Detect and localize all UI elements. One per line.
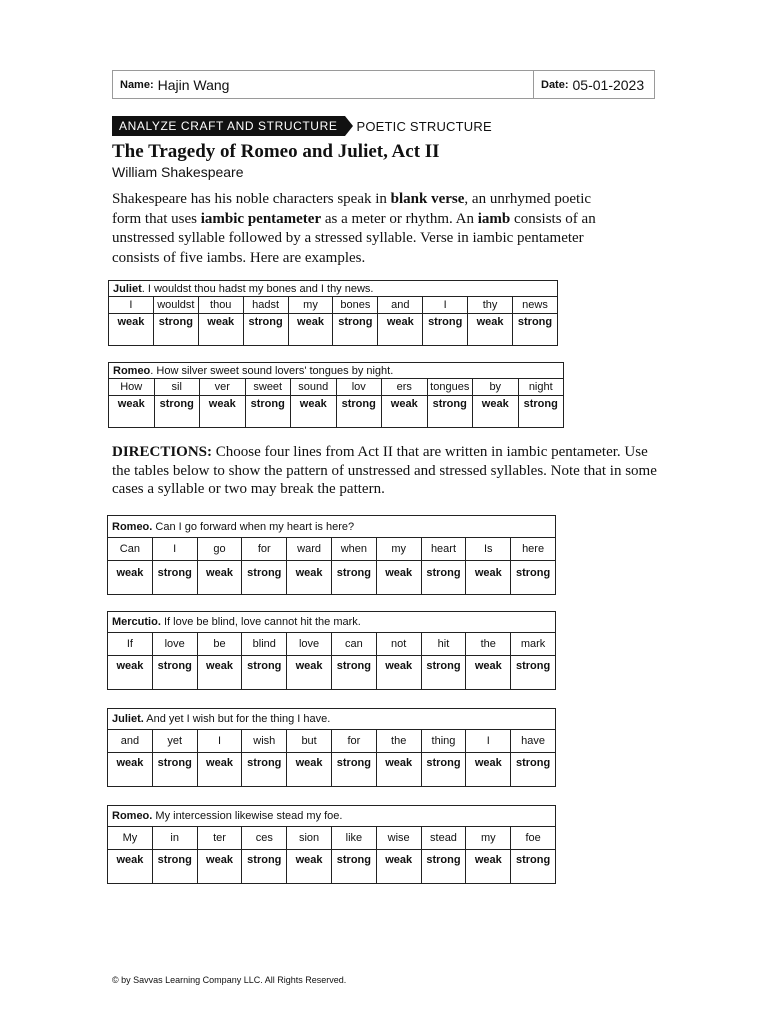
directions-text: Choose four lines from Act II that are written in iambic pentameter. Use the tables below to show the pattern of unstressed and stressed syllables. Note that in some cases a syllable or two may break the pattern. [112, 444, 657, 497]
stress-cell[interactable]: weak [108, 850, 153, 884]
syllable-cell: thou [198, 297, 243, 314]
syllable-cell[interactable]: not [376, 633, 421, 656]
syllable-cell[interactable]: foe [511, 827, 556, 850]
stress-cell: strong [336, 396, 382, 428]
syllable-cell: ver [200, 379, 246, 396]
syllable-cell: my [288, 297, 333, 314]
stress-cell[interactable]: weak [376, 561, 421, 595]
syllable-cell[interactable]: love [287, 633, 332, 656]
stress-cell: weak [198, 314, 243, 346]
stress-cell: strong [423, 314, 468, 346]
stress-cell[interactable]: weak [376, 850, 421, 884]
syllable-cell[interactable]: hit [421, 633, 466, 656]
stress-cell: weak [288, 314, 333, 346]
stress-cell[interactable]: strong [152, 561, 197, 595]
response-table-4 [107, 805, 556, 884]
name-value[interactable]: Hajin Wang [157, 76, 230, 93]
stress-cell[interactable]: strong [331, 656, 376, 690]
syllable-cell[interactable]: can [331, 633, 376, 656]
syllable-cell: I [423, 297, 468, 314]
stress-cell: strong [513, 314, 558, 346]
syllable-cell[interactable]: for [331, 730, 376, 753]
stress-cell: strong [243, 314, 288, 346]
stress-cell: weak [109, 314, 154, 346]
stress-cell[interactable]: weak [197, 753, 242, 787]
page-title: The Tragedy of Romeo and Juliet, Act II [112, 141, 440, 162]
stress-cell[interactable]: weak [197, 850, 242, 884]
syllable-cell[interactable]: thing [421, 730, 466, 753]
speaker-name: Mercutio. [112, 616, 161, 628]
name-cell [113, 71, 534, 98]
speaker-name: Romeo [113, 364, 151, 377]
syllable-cell[interactable]: If [108, 633, 153, 656]
directions-label: DIRECTIONS: [112, 444, 213, 460]
stress-row [108, 850, 556, 884]
syllable-cell[interactable]: my [376, 538, 421, 561]
syllable-row [108, 827, 556, 850]
intro-term-iambic-pentameter: iambic pentameter [200, 210, 322, 227]
syllable-cell[interactable]: the [466, 633, 511, 656]
syllable-cell: and [378, 297, 423, 314]
syllable-row [108, 730, 556, 753]
stress-row [108, 561, 556, 595]
syllable-cell: news [513, 297, 558, 314]
syllable-cell[interactable]: I [152, 538, 197, 561]
syllable-row [108, 538, 556, 561]
line-text[interactable]: Can I go forward when my heart is here? [152, 520, 355, 533]
syllable-cell[interactable]: for [242, 538, 287, 561]
intro-text-1: Shakespeare has his noble characters speak in [112, 191, 391, 207]
author: William Shakespeare [112, 164, 244, 180]
intro-term-iamb: iamb [477, 210, 511, 227]
intro-text-4: consists of an unstressed syllable followed by a stressed syllable. Verse in iambic pentameter consists of five iambs. Here are examples. [112, 210, 596, 266]
line-text[interactable]: And yet I wish but for the thing I have. [143, 713, 331, 725]
stress-cell[interactable]: weak [287, 656, 332, 690]
speaker-name: Romeo. [112, 810, 153, 822]
stress-cell[interactable]: weak [466, 656, 511, 690]
syllable-cell: sweet [245, 379, 291, 396]
stress-cell[interactable]: strong [331, 850, 376, 884]
stress-cell[interactable]: strong [511, 656, 556, 690]
stress-cell: weak [109, 396, 155, 428]
syllable-cell[interactable]: sion [287, 827, 332, 850]
stress-cell[interactable]: weak [376, 656, 421, 690]
syllable-cell: night [518, 379, 564, 396]
stress-cell: strong [518, 396, 564, 428]
syllable-cell[interactable]: be [197, 633, 242, 656]
stress-cell[interactable]: strong [152, 850, 197, 884]
syllable-cell[interactable]: the [376, 730, 421, 753]
syllable-cell: wouldst [153, 297, 198, 314]
speaker-name: Juliet [113, 282, 142, 295]
syllable-cell[interactable]: stead [421, 827, 466, 850]
line-text: . How silver sweet sound lovers' tongues by night. [150, 364, 394, 377]
syllable-row [109, 379, 564, 396]
syllable-cell: sil [154, 379, 200, 396]
stress-cell[interactable]: weak [376, 753, 421, 787]
stress-cell[interactable]: weak [466, 753, 511, 787]
intro-text-2: , an unrhymed poetic form that uses [112, 191, 592, 227]
stress-cell[interactable]: strong [421, 850, 466, 884]
syllable-cell[interactable]: My [108, 827, 153, 850]
stress-cell[interactable]: strong [242, 753, 287, 787]
banner-sublabel: POETIC STRUCTURE [356, 118, 492, 134]
date-cell [534, 71, 644, 98]
stress-cell: weak [378, 314, 423, 346]
stress-cell: weak [473, 396, 519, 428]
syllable-cell[interactable]: but [287, 730, 332, 753]
stress-cell[interactable]: weak [197, 656, 242, 690]
stress-cell[interactable]: strong [242, 850, 287, 884]
name-label: Name: [120, 78, 154, 91]
directions-paragraph [112, 443, 660, 499]
syllable-cell[interactable]: wise [376, 827, 421, 850]
stress-cell[interactable]: weak [287, 753, 332, 787]
syllable-cell[interactable]: love [152, 633, 197, 656]
stress-cell[interactable]: strong [511, 561, 556, 595]
stress-cell[interactable]: strong [152, 656, 197, 690]
stress-cell: strong [154, 396, 200, 428]
syllable-cell[interactable]: I [466, 730, 511, 753]
stress-cell[interactable]: weak [108, 656, 153, 690]
stress-cell[interactable]: weak [287, 850, 332, 884]
stress-cell[interactable]: strong [242, 561, 287, 595]
stress-cell[interactable]: strong [331, 561, 376, 595]
syllable-cell[interactable]: mark [511, 633, 556, 656]
stress-cell[interactable]: strong [511, 850, 556, 884]
line-text[interactable]: My intercession likewise stead my foe. [152, 810, 343, 822]
example-table-1 [108, 280, 558, 346]
example-table-2 [108, 362, 564, 428]
syllable-cell[interactable]: and [108, 730, 153, 753]
line-text: . I wouldst thou hadst my bones and I thy news. [141, 282, 374, 295]
syllable-cell[interactable]: ter [197, 827, 242, 850]
syllable-cell: How [109, 379, 155, 396]
response-table-3 [107, 708, 556, 787]
stress-cell[interactable]: strong [421, 753, 466, 787]
stress-cell: weak [291, 396, 337, 428]
stress-row [109, 314, 558, 346]
syllable-cell[interactable]: my [466, 827, 511, 850]
stress-cell[interactable]: strong [152, 753, 197, 787]
syllable-cell[interactable]: blind [242, 633, 287, 656]
section-banner [112, 116, 492, 136]
stress-cell: weak [468, 314, 513, 346]
syllable-cell[interactable]: in [152, 827, 197, 850]
response-table-2 [107, 611, 556, 690]
stress-cell: weak [382, 396, 428, 428]
stress-cell: weak [200, 396, 246, 428]
syllable-cell[interactable]: Is [466, 538, 511, 561]
syllable-cell[interactable]: Can [108, 538, 153, 561]
intro-text-3: as a meter or rhythm. An [321, 210, 478, 227]
line-text[interactable]: If love be blind, love cannot hit the mark. [160, 616, 361, 628]
stress-cell[interactable]: weak [197, 561, 242, 595]
stress-cell: strong [427, 396, 473, 428]
stress-row [108, 656, 556, 690]
stress-cell[interactable]: strong [511, 753, 556, 787]
response-table-1 [107, 515, 556, 595]
stress-cell[interactable]: strong [331, 753, 376, 787]
syllable-cell[interactable]: have [511, 730, 556, 753]
name-date-box [112, 70, 655, 99]
syllable-cell: sound [291, 379, 337, 396]
response-line-header [108, 516, 556, 538]
banner-arrow-icon [345, 116, 353, 136]
stress-cell[interactable]: weak [108, 753, 153, 787]
stress-cell[interactable]: weak [108, 561, 153, 595]
stress-row [109, 396, 564, 428]
intro-term-blank-verse: blank verse [390, 191, 465, 207]
syllable-cell[interactable]: ward [287, 538, 332, 561]
date-label: Date: [541, 78, 569, 91]
stress-cell[interactable]: strong [242, 656, 287, 690]
syllable-cell[interactable]: ces [242, 827, 287, 850]
speaker-name: Romeo. [112, 520, 153, 533]
syllable-cell[interactable]: heart [421, 538, 466, 561]
syllable-cell: thy [468, 297, 513, 314]
stress-cell[interactable]: strong [421, 656, 466, 690]
syllable-cell[interactable]: here [511, 538, 556, 561]
syllable-row [109, 297, 558, 314]
copyright-footer: © by Savvas Learning Company LLC. All Rights Reserved. [112, 975, 347, 985]
intro-paragraph [112, 190, 602, 268]
syllable-cell: lov [336, 379, 382, 396]
stress-cell: strong [153, 314, 198, 346]
syllable-cell[interactable]: like [331, 827, 376, 850]
syllable-cell: bones [333, 297, 378, 314]
response-line-header [108, 612, 556, 633]
example-line-header [109, 281, 558, 297]
stress-cell[interactable]: weak [466, 561, 511, 595]
syllable-cell: by [473, 379, 519, 396]
syllable-cell: tongues [427, 379, 473, 396]
syllable-cell[interactable]: I [197, 730, 242, 753]
syllable-cell[interactable]: yet [152, 730, 197, 753]
response-line-header [108, 806, 556, 827]
syllable-cell: ers [382, 379, 428, 396]
stress-cell[interactable]: weak [287, 561, 332, 595]
stress-cell[interactable]: weak [466, 850, 511, 884]
speaker-name: Juliet. [112, 713, 144, 725]
date-value[interactable]: 05-01-2023 [572, 76, 645, 93]
syllable-cell[interactable]: when [331, 538, 376, 561]
syllable-row [108, 633, 556, 656]
syllable-cell[interactable]: wish [242, 730, 287, 753]
stress-cell: strong [333, 314, 378, 346]
syllable-cell: hadst [243, 297, 288, 314]
example-line-header [109, 363, 564, 379]
syllable-cell: I [109, 297, 154, 314]
stress-row [108, 753, 556, 787]
syllable-cell[interactable]: go [197, 538, 242, 561]
banner-label: ANALYZE CRAFT AND STRUCTURE [112, 116, 345, 136]
stress-cell: strong [245, 396, 291, 428]
stress-cell[interactable]: strong [421, 561, 466, 595]
response-line-header [108, 709, 556, 730]
